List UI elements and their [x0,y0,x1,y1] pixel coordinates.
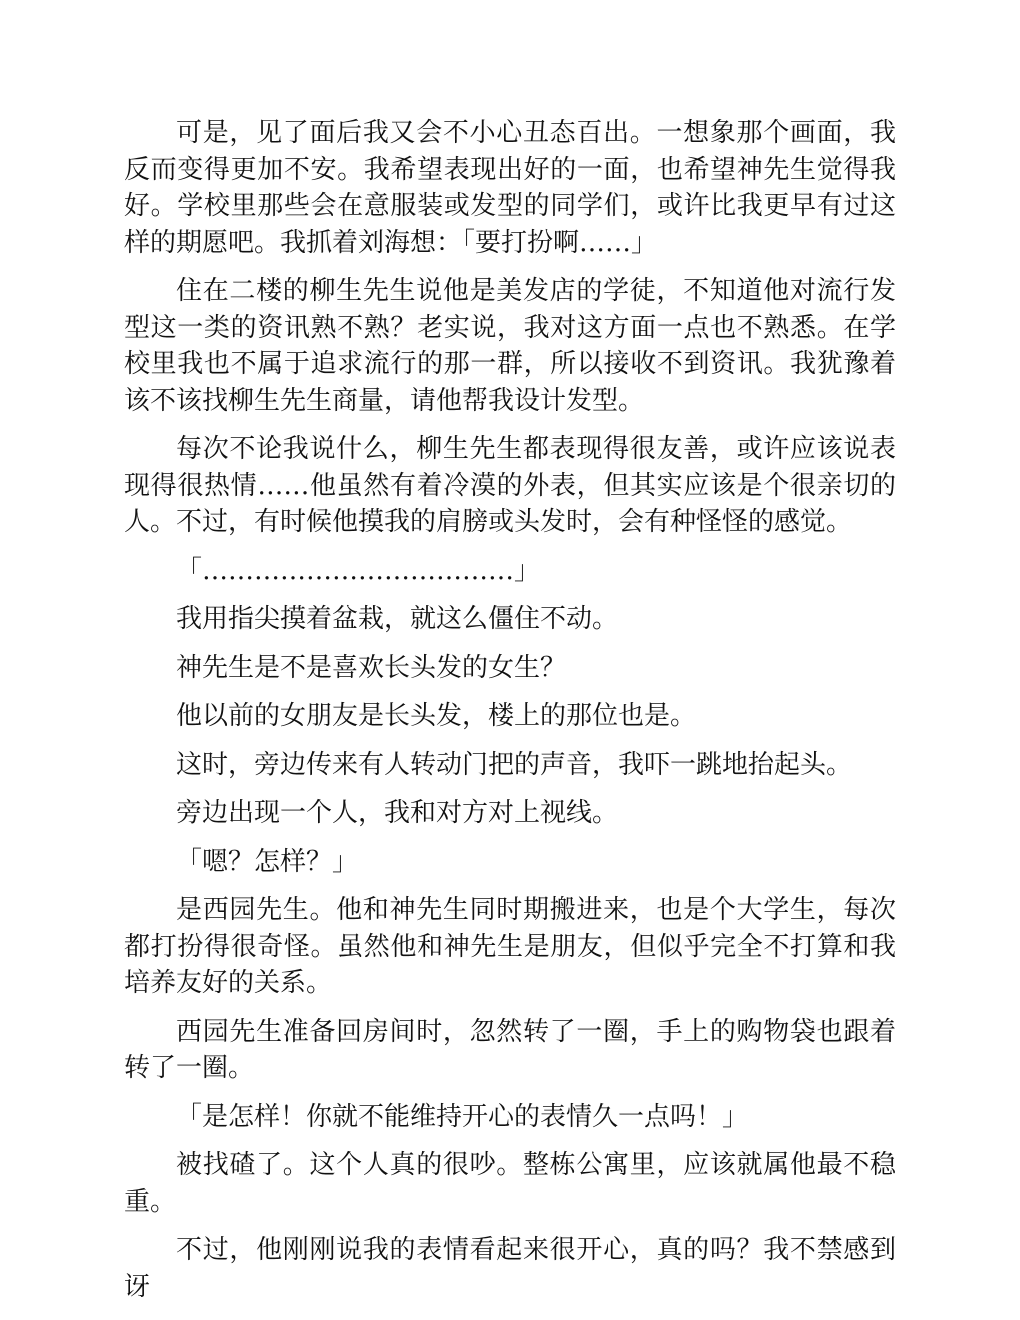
paragraph: 我用指尖摸着盆栽，就这么僵住不动。 [176,604,619,634]
paragraph: 「嗯？怎样？」 [176,846,359,877]
paragraph: 「是怎样！你就不能维持开心的表情久一点吗！」 [176,1101,749,1132]
paragraph: 每次不论我说什么，柳生先生都表现得很友善，或许应该说表现得很热情……他虽然有着冷漠的外表，但其实应该是个很亲切的人。不过，有时候他摸我的肩膀或头发时，会有种怪怪的感觉。 [124,434,896,537]
paragraph: 被找碴了。这个人真的很吵。整栋公寓里，应该就属他最不稳重。 [124,1150,896,1217]
paragraph: 这时，旁边传来有人转动门把的声音，我吓一跳地抬起头。 [176,749,853,780]
paragraph: 可是，见了面后我又会不小心丑态百出。一想象那个画面，我反而变得更加不安。我希望表现出好的一面，也希望神先生觉得我好。学校里那些会在意服装或发型的同学们，或许比我更早有过这样的期愿吧。我抓着刘海想：「要打扮啊……」 [124,118,896,258]
paragraph: 西园先生准备回房间时，忽然转了一圈，手上的购物袋也跟着转了一圈。 [124,1016,896,1083]
paragraph: 他以前的女朋友是长头发，楼上的那位也是。 [176,701,697,731]
paragraph: 住在二楼的柳生先生说他是美发店的学徒，不知道他对流行发型这一类的资讯熟不熟？老实说，我对这方面一点也不熟悉。在学校里我也不属于追求流行的那一群，所以接收不到资讯。我犹豫着该不该找柳生先生商量，请他帮我设计发型。 [124,276,896,416]
paragraph: 神先生是不是喜欢长头发的女生？ [176,652,567,683]
paragraph: 旁边出现一个人，我和对方对上视线。 [176,798,619,828]
document-page [124,115,896,1317]
paragraph: 不过，他刚刚说我的表情看起来很开心，真的吗？我不禁感到讶 [124,1235,896,1302]
paragraph: 「………………………………」 [176,555,541,586]
paragraph: 是西园先生。他和神先生同时期搬进来，也是个大学生，每次都打扮得很奇怪。虽然他和神先生是朋友，但似乎完全不打算和我培养友好的关系。 [124,895,896,998]
